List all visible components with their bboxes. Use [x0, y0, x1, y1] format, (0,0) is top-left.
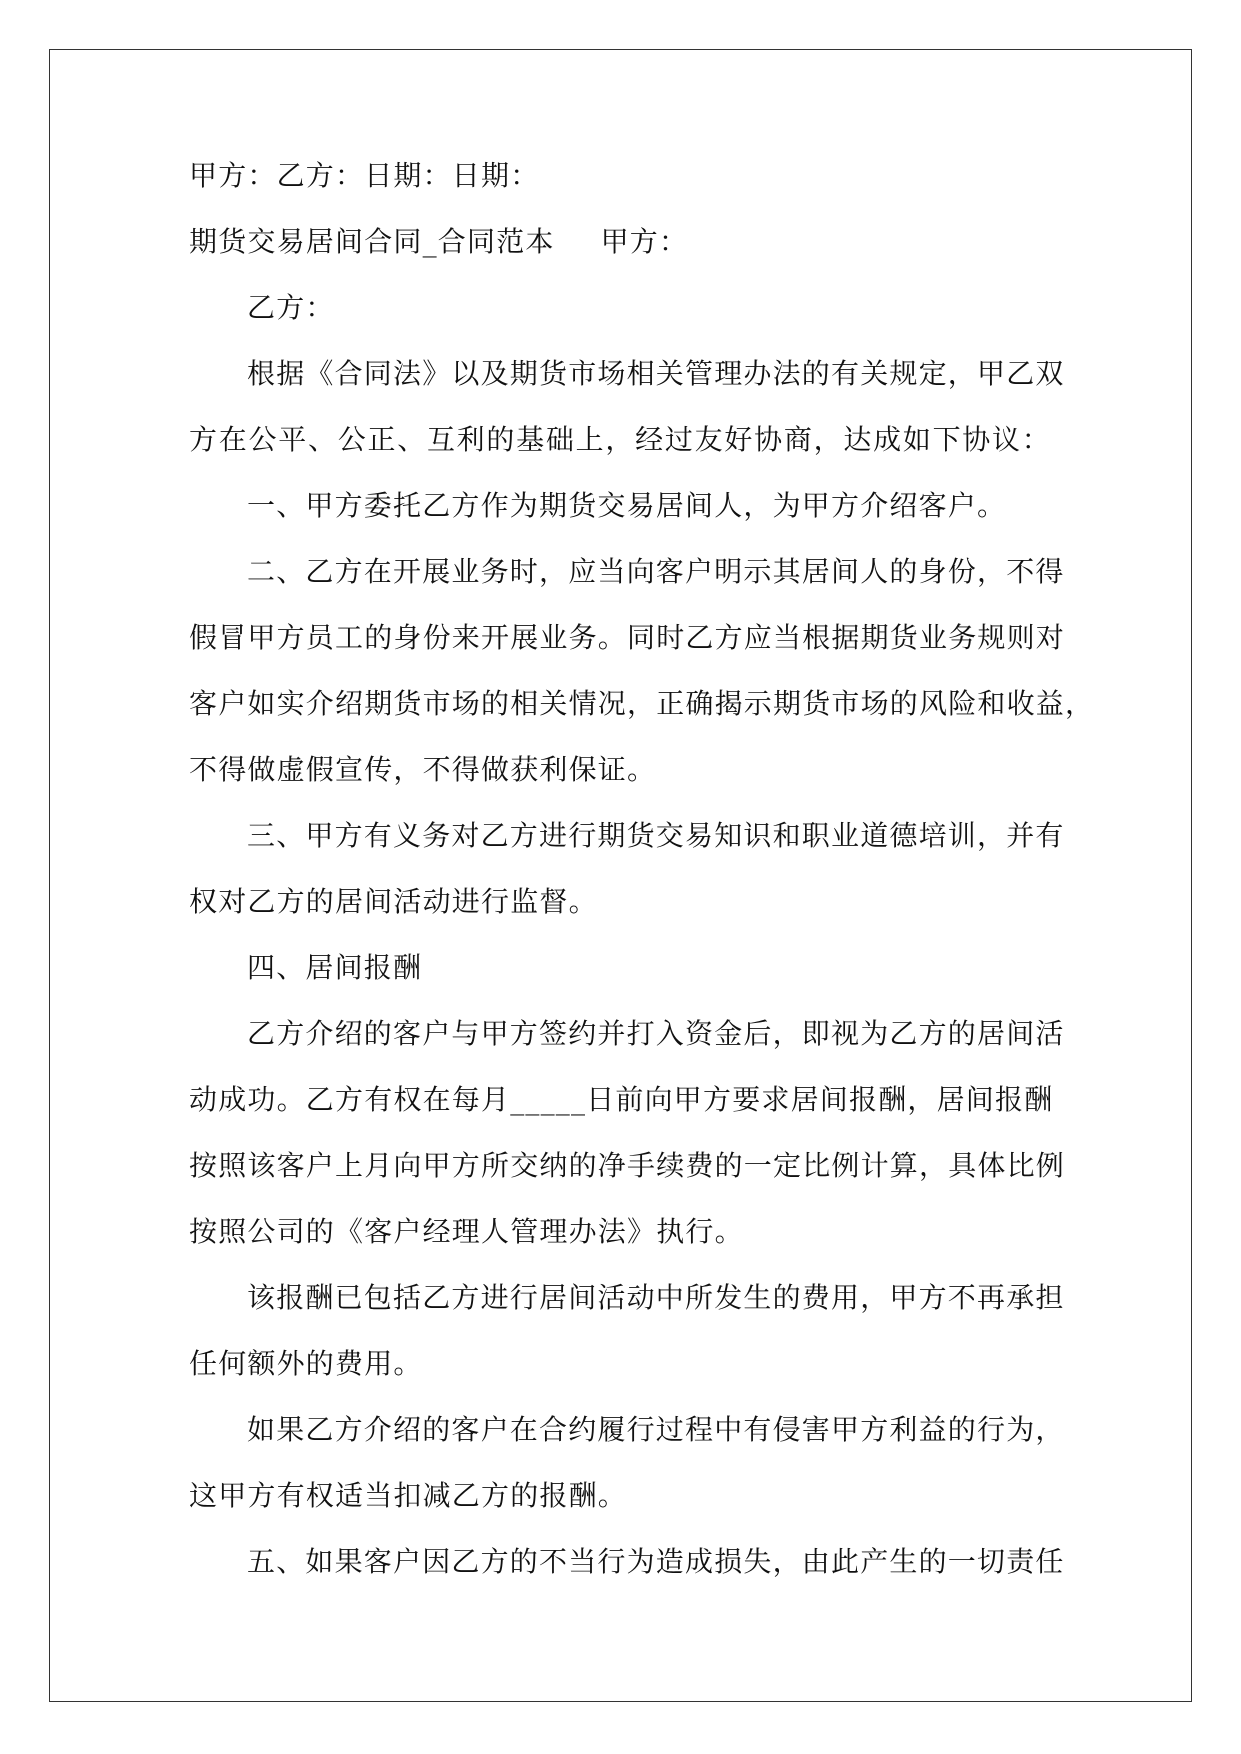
- header-line: 甲方：乙方：日期：日期：: [189, 159, 540, 192]
- paragraph-line: 二、乙方在开展业务时，应当向客户明示其居间人的身份，不得: [247, 555, 1065, 588]
- document-body: [189, 158, 1095, 1610]
- paragraph-line: 按照公司的《客户经理人管理办法》执行。: [189, 1215, 744, 1248]
- paragraph-line: 这甲方有权适当扣减乙方的报酬。: [189, 1479, 628, 1512]
- paragraph-line: 三、甲方有义务对乙方进行期货交易知识和职业道德培训，并有: [247, 819, 1065, 852]
- paragraph-line: 该报酬已包括乙方进行居间活动中所发生的费用，甲方不再承担: [247, 1281, 1065, 1314]
- paragraph-line: 假冒甲方员工的身份来开展业务。同时乙方应当根据期货业务规则对: [189, 621, 1066, 654]
- paragraph-line: 动成功。乙方有权在每月_____日前向甲方要求居间报酬，居间报酬: [189, 1083, 1054, 1116]
- title-party-a-label: 甲方：: [600, 225, 689, 258]
- paragraph-line: 按照该客户上月向甲方所交纳的净手续费的一定比例计算，具体比例: [189, 1149, 1066, 1182]
- paragraph-line: 如果乙方介绍的客户在合约履行过程中有侵害甲方利益的行为，: [247, 1413, 1065, 1446]
- paragraph-line: 乙方介绍的客户与甲方签约并打入资金后，即视为乙方的居间活: [247, 1017, 1065, 1050]
- document-title: 期货交易居间合同_合同范本: [189, 225, 555, 258]
- section-heading: 四、居间报酬: [247, 951, 423, 984]
- paragraph-line: 根据《合同法》以及期货市场相关管理办法的有关规定，甲乙双: [247, 357, 1065, 390]
- paragraph-line: 方在公平、公正、互利的基础上，经过友好协商，达成如下协议：: [189, 423, 1051, 456]
- paragraph-line: 任何额外的费用。: [189, 1347, 423, 1380]
- paragraph-line: 五、如果客户因乙方的不当行为造成损失，由此产生的一切责任: [247, 1545, 1065, 1578]
- paragraph-line: 权对乙方的居间活动进行监督。: [189, 885, 598, 918]
- party-b-line: 乙方：: [247, 291, 335, 324]
- title-line: [189, 224, 1051, 290]
- paragraph-line: 一、甲方委托乙方作为期货交易居间人，为甲方介绍客户。: [247, 489, 1007, 522]
- paragraph-line: 不得做虚假宣传，不得做获利保证。: [189, 753, 657, 786]
- paragraph-line: 客户如实介绍期货市场的相关情况，正确揭示期货市场的风险和收益，: [189, 687, 1095, 720]
